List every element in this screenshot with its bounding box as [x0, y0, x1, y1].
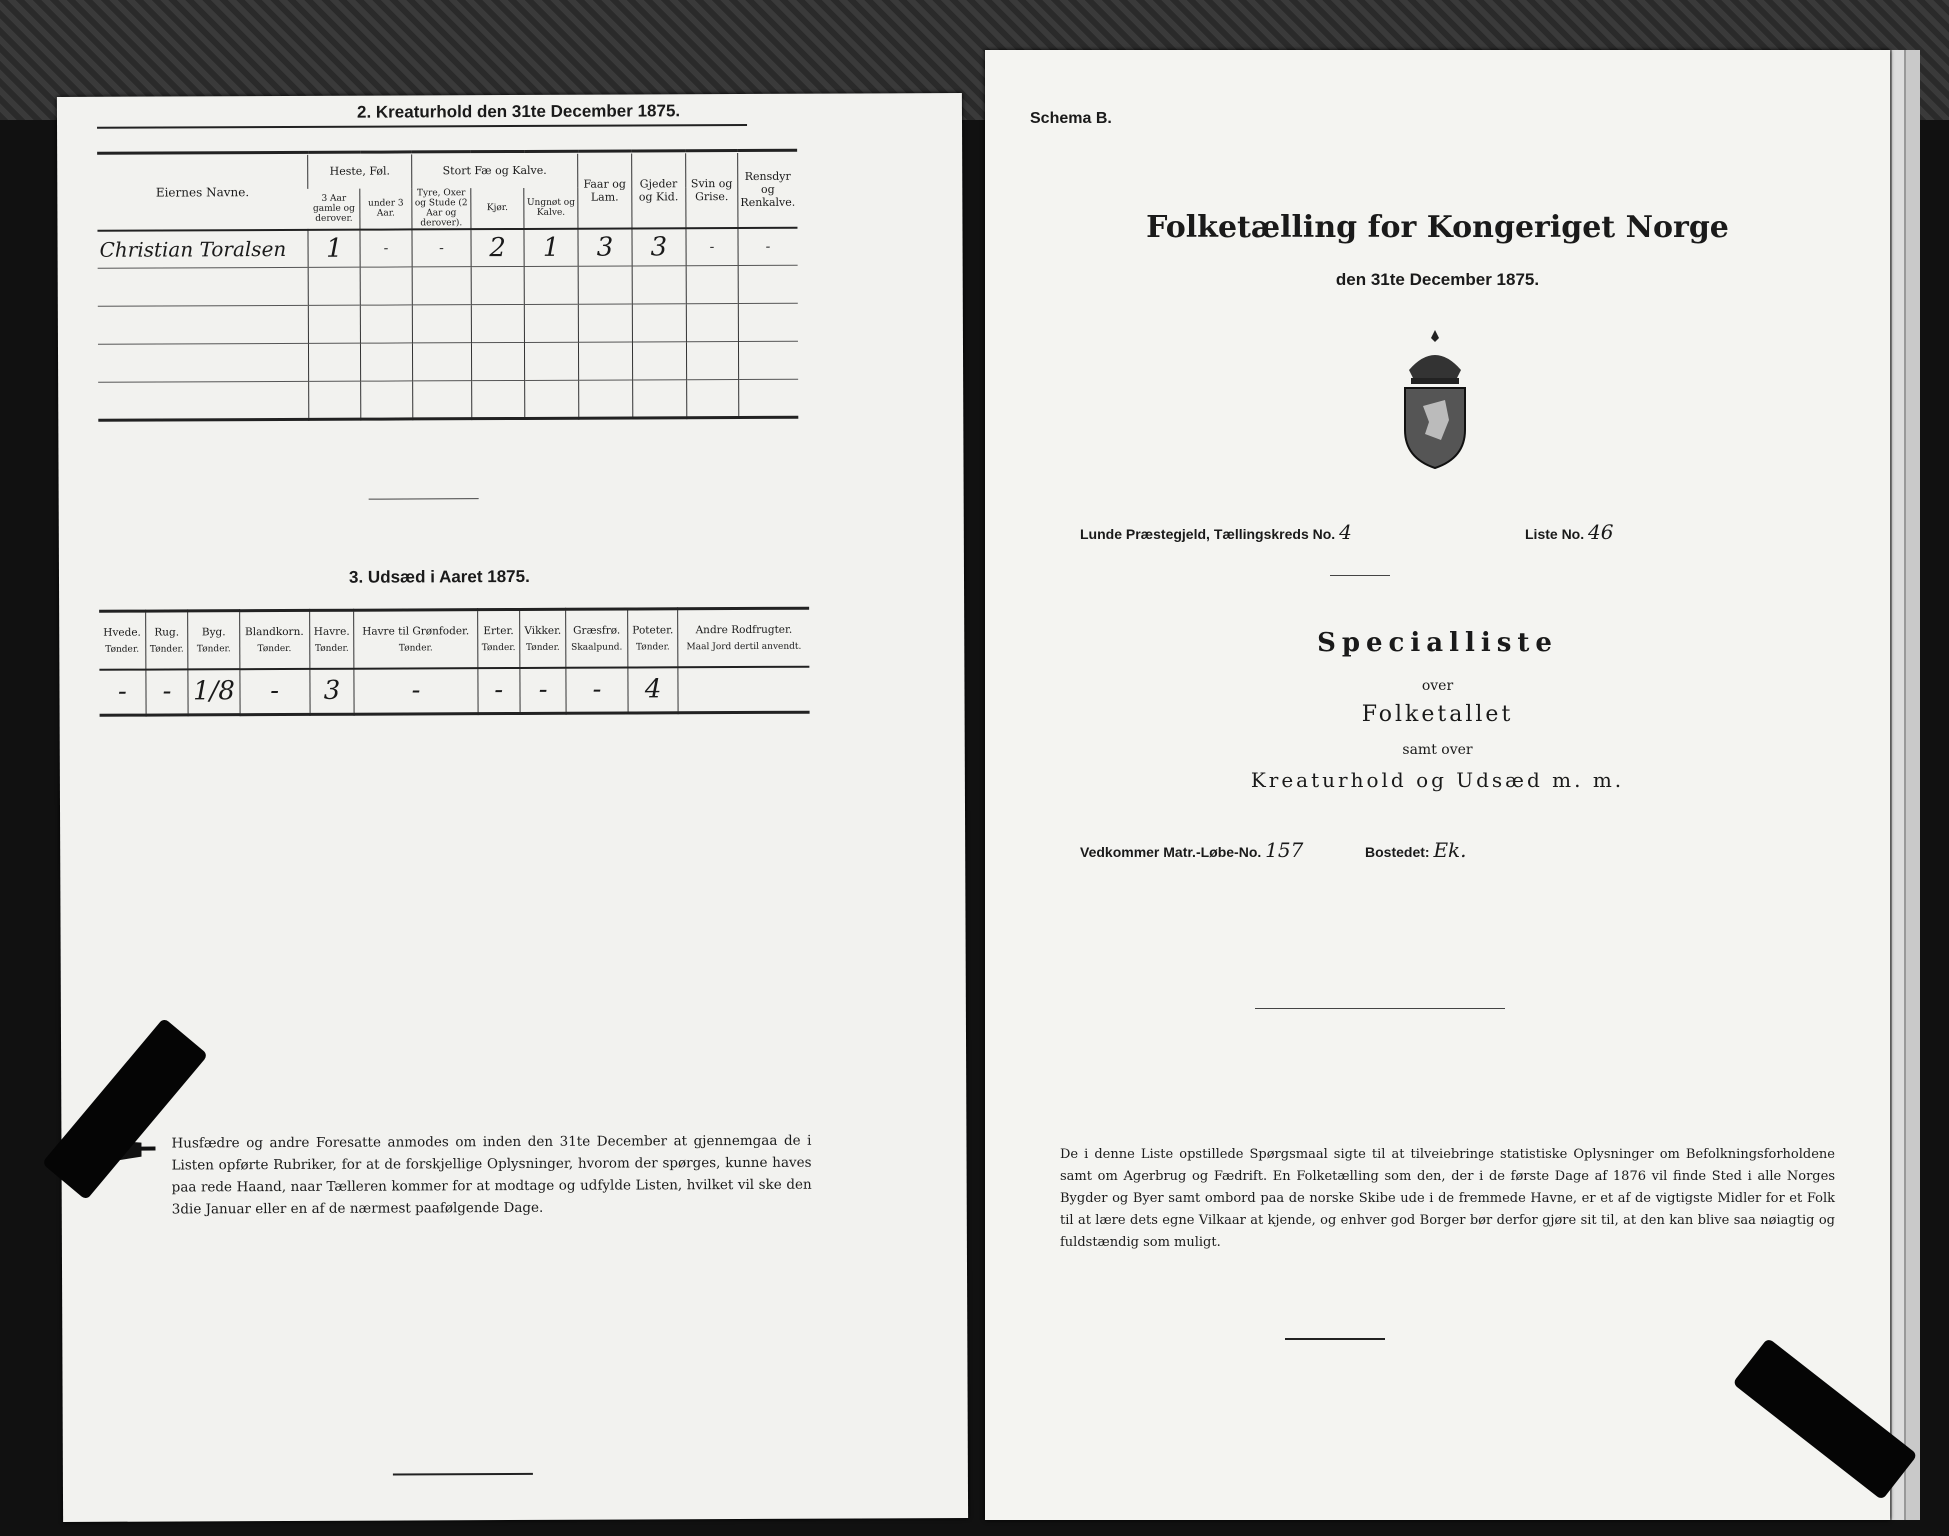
seed-value-cell: 4 — [628, 667, 679, 713]
seed-value-cell: 1/8 — [188, 669, 240, 715]
cell-pigs: - — [686, 228, 738, 266]
header-bulls: Tyre, Oxer og Stude (2 Aar og derover). — [412, 188, 471, 229]
header-owner: Eiernes Navne. — [155, 184, 250, 200]
header-goats: Gjeder og Kid. — [631, 153, 686, 228]
district-number: 4 — [1339, 520, 1352, 544]
table-row — [97, 227, 797, 268]
seed-crop-name: Blandkorn. — [245, 625, 304, 638]
samt-over-text: samt over — [1402, 742, 1473, 758]
header-pigs: Svin og Grise. — [686, 153, 738, 228]
seed-crop-name: Rug. — [154, 626, 180, 639]
over-text: over — [1421, 678, 1454, 694]
table-row — [98, 341, 798, 382]
seed-header-cell — [309, 610, 354, 668]
parish-name: Lunde — [1080, 526, 1122, 542]
cell-horses-young: - — [360, 229, 412, 267]
bottom-rule — [393, 1473, 533, 1476]
header-horses-young: under 3 Aar. — [360, 188, 412, 229]
seed-unit: Tønder. — [196, 643, 231, 655]
seed-header-cell — [188, 611, 240, 669]
seed-header-cell — [566, 609, 628, 667]
seed-crop-name: Poteter. — [632, 624, 674, 637]
seed-value-cell: - — [354, 668, 477, 715]
table-row — [98, 265, 798, 306]
seed-header-cell — [99, 611, 145, 669]
seed-value-cell: - — [146, 669, 189, 715]
seed-unit: Skaalpund. — [571, 642, 623, 653]
seed-unit: Tønder. — [149, 644, 184, 655]
divider — [1330, 575, 1390, 576]
seed-unit: Tønder. — [481, 642, 516, 653]
seed-value-cell: - — [566, 667, 628, 713]
parish-line — [1080, 520, 1352, 544]
livestock-table — [97, 149, 798, 422]
info-paragraph: De i denne Liste opstillede Spørgsmaal sigte til at tilveiebringe statistiske Oplysninger om Befolkningsforholdene samt om Agerbrug og Fædrift. En Folketælling som den, der i de første Dage af 1876 vil finde Sted i alle Norges Bygder og Byer samt ombord paa de norske Skibe ude i de fremmede Havne, er et af de vigtigste Midler for et Folk til at lære dets egne Vilkaar at kjende, og enhver god Borger bør derfor gjøre sit til, at den kan blive saa nøiagtig og fuldstændig som muligt. — [1060, 1147, 1835, 1250]
matr-label: Vedkommer Matr.-Løbe-No. — [1080, 844, 1262, 860]
list-number-line — [1525, 520, 1613, 544]
section3-title: 3. Udsæd i Aaret 1875. — [348, 566, 530, 587]
seed-value-cell: - — [117, 676, 127, 707]
bottom-rule — [1285, 1338, 1385, 1340]
seed-header-row — [99, 608, 809, 669]
folketallet-text: Folketallet — [1361, 702, 1514, 727]
divider — [1255, 1008, 1505, 1009]
specialliste-title: Specialliste — [1317, 628, 1558, 658]
seed-crop-name: Andre Rodfrugter. — [695, 623, 793, 636]
cell-horses-old: 1 — [308, 229, 360, 267]
footnote: Husfædre og andre Foresatte anmodes om inden den 31te December at gjennemgaa de i Listen opførte Rubriker, for at de forskjellige Oplysninger, hvorom der spørges, kunne haves paa rede Haand, naar Tælleren kommer for at modtage og udfylde Listen, hvilket vil ske den 3die Januar eller en af de nærmest paafølgende Dage. — [171, 1132, 812, 1218]
seed-table — [99, 607, 809, 717]
seed-crop-name: Vikker. — [524, 624, 562, 637]
seed-crop-name: Erter. — [483, 624, 514, 637]
seed-value-cell — [678, 666, 809, 713]
seed-unit: Tønder. — [398, 643, 433, 654]
title-rule — [97, 124, 747, 129]
seed-unit: Tønder. — [635, 642, 670, 653]
seed-crop-name: Hvede. — [103, 626, 141, 639]
seed-unit: Tønder. — [314, 643, 349, 654]
seed-value-cell: - — [240, 668, 310, 714]
seed-value-cell: - — [520, 667, 566, 713]
seed-value-cell: - — [477, 667, 520, 713]
seed-header-cell — [145, 611, 188, 669]
header-reindeer: Rensdyr og Renkalve. — [738, 152, 798, 227]
seed-unit: Maal Jord dertil anvendt. — [686, 641, 802, 652]
seed-unit: Tønder. — [525, 642, 560, 653]
bosted-value: Ek. — [1433, 838, 1467, 862]
header-cows: Kjør. — [471, 187, 524, 228]
bosted-label: Bostedet: — [1365, 844, 1430, 860]
seed-header-cell — [239, 610, 309, 668]
table-row — [98, 303, 798, 344]
header-horses: Heste, Føl. — [308, 154, 412, 188]
coat-of-arms-icon — [1395, 330, 1475, 470]
seed-crop-name: Græsfrø. — [573, 624, 621, 637]
seed-unit: Tønder. — [257, 643, 292, 654]
seed-crop-name: Havre til Grønfoder. — [362, 624, 470, 638]
page-edge — [1904, 50, 1920, 1520]
matr-number: 157 — [1265, 838, 1304, 862]
cell-cows: 2 — [471, 228, 524, 266]
seed-header-cell — [678, 608, 809, 667]
seed-header-cell — [354, 610, 477, 669]
section2-title: 2. Kreaturhold den 31te December 1875. — [356, 101, 681, 122]
seed-header-cell — [520, 609, 566, 667]
seed-value-row — [99, 666, 809, 715]
header-sheep: Faar og Lam. — [578, 153, 632, 228]
seed-header-cell — [627, 609, 678, 667]
cell-reindeer: - — [738, 227, 798, 265]
header-young-cattle: Ungnøt og Kalve. — [524, 187, 578, 228]
cell-goats: 3 — [632, 228, 686, 266]
right-page — [985, 50, 1890, 1520]
main-title: Folketælling for Kongeriget Norge — [1146, 210, 1729, 245]
livestock-line: Kreaturhold og Udsæd m. m. — [1250, 768, 1625, 792]
seed-crop-name: Byg. — [201, 626, 226, 639]
header-cattle: Stort Fæ og Kalve. — [411, 153, 577, 188]
seed-value-cell: 3 — [309, 668, 354, 714]
cell-young-cattle: 1 — [524, 228, 578, 266]
left-page — [57, 93, 968, 1522]
list-label: Liste No. — [1525, 526, 1585, 542]
header-horses-old: 3 Aar gamle og derover. — [312, 193, 355, 224]
table-row — [98, 379, 798, 420]
bosted-line — [1365, 838, 1467, 862]
cell-bulls: - — [412, 229, 471, 267]
owner-name: Christian Toralsen — [99, 236, 287, 262]
divider — [369, 498, 479, 499]
seed-crop-name: Havre. — [313, 625, 350, 638]
seed-unit: Tønder. — [105, 644, 140, 655]
list-number: 46 — [1588, 520, 1614, 544]
matr-line — [1080, 838, 1303, 862]
cell-sheep: 3 — [578, 228, 632, 266]
schema-label: Schema B. — [1030, 110, 1112, 127]
seed-header-cell — [477, 609, 520, 667]
district-label: Tællingskreds No. — [1213, 526, 1336, 542]
prestegjeld-label: Præstegjeld, — [1125, 526, 1210, 542]
census-date: den 31te December 1875. — [1335, 270, 1540, 289]
